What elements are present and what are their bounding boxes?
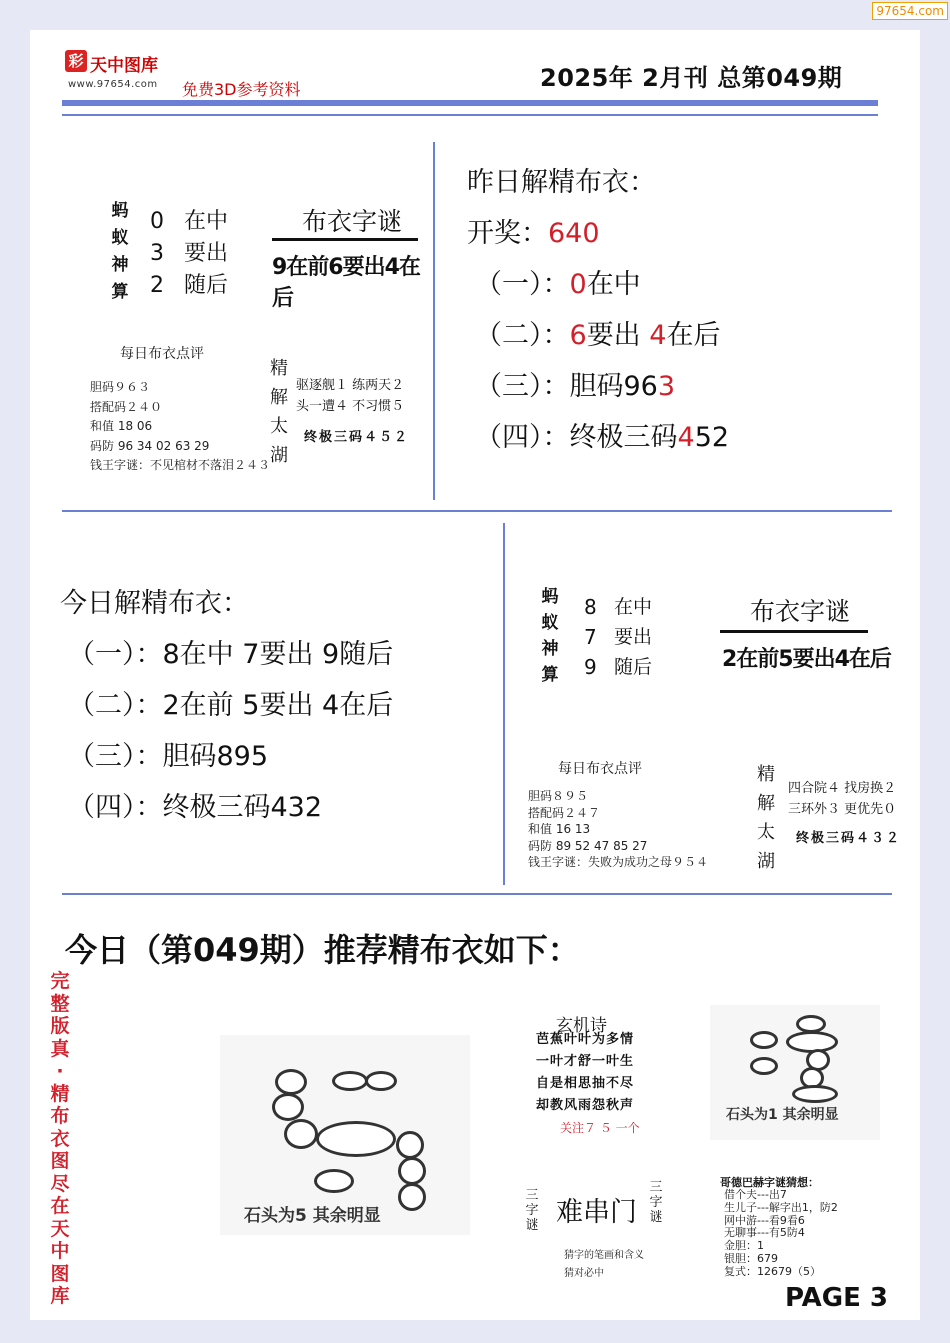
- header-rule: [62, 100, 878, 106]
- yesterday-line-3: （三）：胆码963: [475, 371, 676, 402]
- recommend-heading: 今日（第049期）推荐精布衣如下：: [65, 931, 580, 969]
- stone-icon: [275, 1069, 307, 1095]
- middle-divider-vertical: [503, 523, 505, 885]
- three-char-right-label: 三字谜: [649, 1180, 663, 1225]
- draw-result: 开奖：640: [467, 218, 600, 249]
- picture-2-caption: 石头为1 其余明显: [726, 1107, 839, 1123]
- three-char-main: 难串门: [556, 1197, 637, 1228]
- comment-lines: 胆码９６３ 搭配码２４０ 和值 18 06 码防 96 34 02 63 29 钱王字谜：不见棺材不落泪２４３: [90, 380, 271, 472]
- comment-title: 每日布衣点评: [120, 346, 204, 362]
- draw-number: 640: [548, 218, 600, 249]
- slogan: 免费3D参考资料: [182, 80, 301, 99]
- goldbach-title: 哥德巴赫字谜猜想：: [720, 1176, 819, 1189]
- comment-lines: 胆码８９５ 搭配码２４７ 和值 16 13 码防 89 52 47 85 27 钱王字谜：失败为成功之母９５４: [528, 789, 709, 869]
- stone-icon: [792, 1085, 838, 1103]
- side-banner: 完整版真·精布衣图尽在天中图库: [50, 970, 70, 1307]
- page: [30, 30, 920, 1320]
- ant-numbers: 0 3 2: [150, 209, 164, 298]
- riddle-title: 布衣字谜: [750, 597, 851, 626]
- jing-lines: 驱逐舰１ 练两天２ 头一遭４ 不习惯５ 终极三码４５２: [296, 378, 410, 445]
- poem-box: [520, 1005, 680, 1140]
- riddle-title: 布衣字谜: [302, 207, 403, 236]
- ant-label: 蚂 蚁 神 算: [111, 201, 129, 302]
- picture-1-caption: 石头为5 其余明显: [244, 1206, 381, 1226]
- poem-lines: 芭蕉叶叶为多情 一叶才舒一叶生 自是相思抽不尽 却教风雨怨秋声: [536, 1032, 635, 1113]
- comment-title: 每日布衣点评: [558, 761, 642, 777]
- issue-title: 2025年 2月刊 总第049期: [540, 64, 843, 92]
- yesterday-line-4: （四）：终极三码452: [475, 422, 730, 453]
- stone-icon: [398, 1183, 426, 1211]
- riddle-text: 2在前5要出4在后: [722, 647, 891, 672]
- jing-label: 精 解 太 湖: [757, 764, 775, 872]
- poem-note: 关注７ ５ 一个: [560, 1121, 640, 1135]
- three-char-hint-1: 猜字的笔画和含义: [564, 1250, 644, 1261]
- stone-riddle-picture-1: [220, 1035, 470, 1235]
- stone-riddle-picture-2: [710, 1005, 880, 1140]
- logo-icon: 彩: [65, 50, 87, 72]
- page-number: PAGE 3: [784, 1283, 888, 1313]
- today-line-3: （三）：胆码895: [68, 741, 269, 772]
- stone-icon: [750, 1057, 778, 1075]
- stone-icon: [398, 1157, 426, 1185]
- today-line-4: （四）：终极三码432: [68, 792, 323, 823]
- poem-title: 玄机诗: [556, 1016, 607, 1036]
- goldbach-riddle: [718, 1170, 888, 1285]
- header-rule-thin: [62, 114, 878, 116]
- stone-icon: [365, 1071, 397, 1091]
- logo-name: 天中图库: [90, 56, 158, 76]
- goldbach-lines: 借个夫---出7 生儿子---解字出1，防2 网中游---看9看6 无聊事---有5防4 金胆：1 银胆：679 复式：12679（5）: [724, 1188, 838, 1278]
- top-divider-vertical: [433, 142, 435, 500]
- riddle-divider: [272, 238, 418, 241]
- three-char-hint-2: 猜对必中: [564, 1268, 604, 1279]
- bottom-rule: [62, 893, 892, 895]
- stone-icon: [272, 1093, 304, 1121]
- ant-texts: 在中 要出 随后: [184, 209, 229, 298]
- middle-rule: [62, 510, 892, 512]
- stone-icon: [332, 1071, 368, 1091]
- stone-icon: [284, 1119, 318, 1149]
- stone-icon: [316, 1121, 396, 1157]
- stone-icon: [396, 1131, 424, 1159]
- jing-label: 精 解 太 湖: [270, 358, 288, 466]
- watermark: 97654.com: [872, 2, 948, 20]
- yesterday-title: 昨日解精布衣：: [467, 167, 656, 198]
- jing-lines: 四合院４ 找房换２ 三环外３ 更优先０ 终极三码４３２: [788, 781, 902, 846]
- riddle-divider: [720, 630, 868, 633]
- ant-label: 蚂 蚁 神 算: [541, 587, 559, 685]
- yesterday-panel: [80, 190, 420, 490]
- stone-icon: [750, 1031, 778, 1049]
- yesterday-line-2: （二）：6要出 4在后: [475, 320, 721, 351]
- three-char-left-label: 三字谜: [525, 1188, 539, 1233]
- ant-numbers: 8 7 9: [584, 595, 597, 679]
- stone-icon: [314, 1169, 354, 1193]
- riddle-text: 9在前6要出4在后: [272, 255, 420, 311]
- today-line-1: （一）：8在中 7要出 9随后: [68, 639, 394, 670]
- logo-url[interactable]: www.97654.com: [68, 79, 158, 90]
- today-line-2: （二）：2在前 5要出 4在后: [68, 690, 394, 721]
- today-panel: [518, 578, 902, 878]
- yesterday-line-1: （一）：0在中: [475, 269, 641, 300]
- ant-texts: 在中 要出 随后: [614, 596, 653, 678]
- today-title: 今日解精布衣：: [60, 588, 249, 619]
- three-char-riddle: [520, 1178, 670, 1298]
